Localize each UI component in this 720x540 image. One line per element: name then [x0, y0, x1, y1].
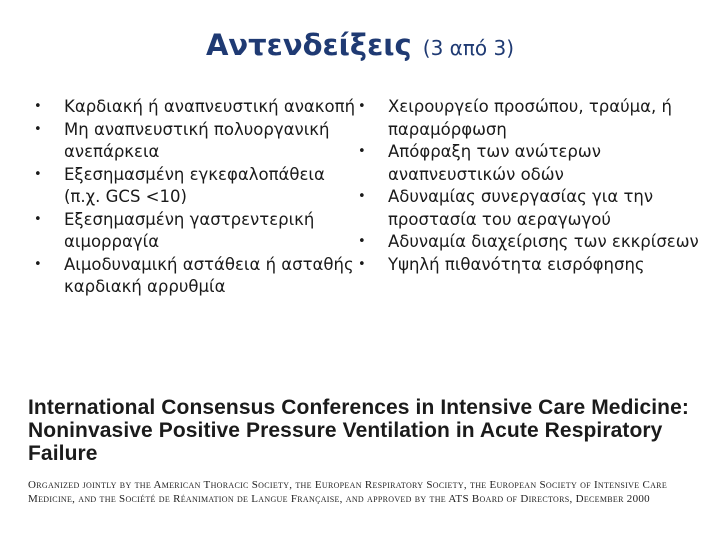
list-item — [34, 254, 364, 299]
list-item — [34, 96, 364, 119]
list-item — [34, 164, 364, 209]
list-item-text: Αιμοδυναμική αστάθεια ή ασταθής καρδιακή αρρυθμία — [64, 254, 354, 296]
paper-title: International Consensus Conferences in Intensive Care Medicine: Noninvasive Positive Pressure Ventilation in Acute Respiratory Failure — [28, 396, 689, 465]
bullet-icon: • — [34, 256, 42, 272]
bullet-icon: • — [358, 189, 366, 204]
bullet-icon: • — [358, 99, 366, 114]
slide-title — [0, 28, 720, 62]
list-item — [358, 231, 702, 254]
list-item — [358, 141, 702, 186]
bullet-icon: • — [34, 99, 42, 114]
list-item-text: Αδυναμίας συνεργασίας για την προστασία του αεραγωγού — [388, 187, 654, 229]
title-sub: (3 από 3) — [422, 36, 515, 60]
list-item-text: Εξεσημασμένη γαστρεντερική αιμορραγία — [64, 209, 315, 251]
bullet-icon: • — [358, 144, 366, 159]
list-item-text: Υψηλή πιθανότητα εισρόφησης — [388, 254, 645, 274]
bullet-icon: • — [34, 121, 42, 137]
paper-citation — [28, 396, 708, 506]
bullet-icon: • — [358, 256, 366, 272]
list-item-text: Απόφραξη των ανώτερων αναπνευστικών οδών — [388, 142, 601, 184]
list-item-text: Εξεσημασμένη εγκεφαλοπάθεια (π.χ. GCS <10) — [64, 164, 325, 206]
bullet-icon: • — [34, 166, 42, 182]
paper-organizers: Organized jointly by the American Thoracic Society, the European Respiratory Society, the European Society of Intensive Care Medicine, and the Société de Réanimation de Langue Française, and approved by the ATS Board of Directors, December 2000 — [28, 479, 667, 505]
bullet-icon: • — [358, 234, 366, 249]
right-bullet-list — [358, 96, 702, 276]
left-bullet-list — [34, 96, 364, 299]
list-item — [34, 209, 364, 254]
list-item-text: Χειρουργείο προσώπου, τραύμα, ή παραμόρφωση — [388, 97, 672, 139]
list-item — [358, 96, 702, 141]
list-item-text: Αδυναμία διαχείρισης των εκκρίσεων — [388, 232, 699, 251]
list-item-text: Μη αναπνευστική πολυοργανική ανεπάρκεια — [64, 119, 330, 161]
title-main: Αντενδείξεις — [205, 28, 412, 62]
list-item — [34, 119, 364, 164]
list-item-text: Καρδιακή ή αναπνευστική ανακοπή — [64, 97, 356, 116]
list-item — [358, 254, 702, 277]
bullet-icon: • — [34, 211, 42, 227]
list-item — [358, 186, 702, 231]
